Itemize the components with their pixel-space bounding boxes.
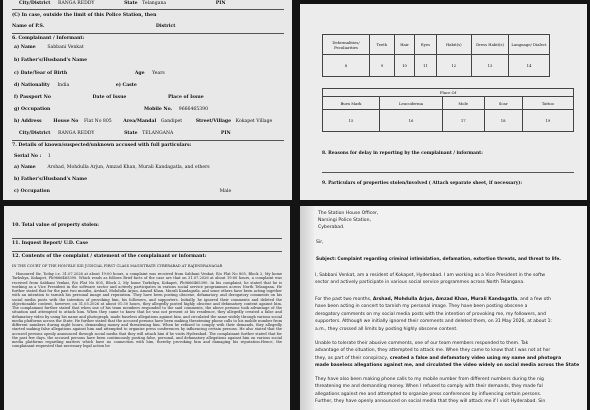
letter-paragraph-1: I, Sabbani Venkat, am a resident of Kokapet, Hyderabad. I am working as a Vice President in the softw sector and actively participate in various social service programmes across North Telangana.	[315, 273, 546, 286]
occupation-row: g) Occupation Mobile No. 9666465390	[14, 107, 208, 112]
table2-header: Scar	[484, 97, 522, 110]
table2-cell: 16	[380, 110, 443, 132]
salutation: Sir,	[316, 240, 324, 245]
table1-header: Dress Habit(s)	[472, 35, 509, 55]
accused-occupation-row: c) Occupation Male	[14, 189, 232, 194]
name-ps-row: Name of P.S. District	[12, 24, 176, 29]
table2-cell: 19	[522, 110, 573, 132]
city-row: City/District RANGA REDDY State Telangana PIN	[19, 1, 226, 6]
table1-header: Eyes	[415, 35, 436, 55]
section-6-title: 6. Complainant / Informant:	[12, 36, 85, 41]
accused-name-row: a) Name Arshad, Mohdulla Arjun, Amzad Khan, Murali Kandagatla, and others	[14, 165, 210, 170]
table1-header: Habit(s)	[436, 35, 471, 55]
table2-cell: 15	[323, 110, 380, 132]
section-9-title: 9. Particulars of properties stolen/involved ( Attach separate sheet, if necessary):	[322, 181, 522, 186]
complainant-name-row: a) Name Sabbani Venkat	[14, 45, 84, 50]
table2-header: Tattoo	[522, 97, 573, 110]
address-row: h) Address House No Flat No 805 Area/Mandal Gandipet Street/Village Kokapet Village	[14, 119, 273, 124]
accused-father-row: b) Father's/Husband's Name	[14, 177, 88, 182]
fir-page-2	[300, 4, 587, 200]
fir-page-3	[4, 206, 290, 410]
table1-cell: 11	[415, 55, 436, 77]
section-8-title: 8. Reasons for delay in reporting by the complainant / informant:	[322, 151, 483, 156]
table1-cell: 12	[436, 55, 471, 77]
table1-cell: 14	[509, 55, 550, 77]
section-7-title: 7. Details of known/suspected/unknown accused with full particulars:	[12, 143, 192, 148]
dob-row: c) Date/Year of Birth Age Years	[14, 71, 165, 76]
letter-paragraph-4: They have also been making phone calls to my mobile number from different numbers during the nig threatening me and demanding money. When I refused to comply with their demands, they made fal allegations against me and attempted to organize press conferences by influencing certain persons. Further, they have openly announced on social media that they will attack me if I visit Hyderabad. Sin	[315, 377, 546, 405]
table2-header: Burn Mark	[323, 97, 380, 110]
letter-paragraph-3: Unable to tolerate their abusive comments, one of our team members responded to them. Tak advantage of the situation, they attempted to attack me. When they came to know that I was not at hor they, as part of their conspiracy, created a false and defamatory video using my name and photogra made baseless allegations against me, and circulated the video widely on social media across the State	[315, 341, 580, 369]
section-12-title: 12. Contents of the complaint / statement of the complainant or informant:	[12, 254, 207, 259]
outside-limit-label: (C) In case, outside the limit of this Police Station, then	[12, 13, 157, 18]
letter-paragraph-2: For the past two months, Arshad, Mohdulla Arjun, Amzad Khan, Murali Kandagatla, and a few oth have been acting in concert to tarnish my personal image. They have been posting obscene a derogatory comments on my social media posts with the intention of provoking me, my followers, and supporters. Although we initially ignored their comments and deleted them, on 31 May 2026, at about 1: a.m., they crossed all limits by posting highly obscene content.	[315, 297, 552, 332]
physical-features-table	[322, 34, 550, 77]
table1-header: Deformalities/ Peculiarities	[323, 35, 370, 55]
table2-cell: 18	[484, 110, 522, 132]
identification-marks-table	[322, 88, 574, 132]
table1-header: Language/ Dialect	[509, 35, 550, 55]
city2-row: City/District RANGA REDDY State TELANGANA PIN	[19, 131, 231, 136]
table1-cell: 13	[472, 55, 509, 77]
fir-page-1	[3, 0, 292, 200]
table1-cell: 8	[323, 55, 370, 77]
table1-cell: 9	[370, 55, 395, 77]
complaint-body-text: Honoured Sir, Today i.e. 31.07.2026 at about 19:00 hours, a complaint was received from Sabbani Venkat, R/o Flat No 805, Block 2, My home Tarkshya, Kokapet, Ph9666465390. Which reads as follows Brief facts of the case are that on 31.07.2026 at about 19:00 hours, a complaint was received from Sabbani Venkat, R/o Flat No 805, Block 2, My home Tarkshya, Kokapet, Ph9666465390. In his complaint, he stated that he is working as a Vice President in the software sector and actively participates in various social service programmes across North Telangana. He further stated that for the past two months, Arshad, Mohdulla Arjun, Amzad Khan, Murali Kandagatla, and some others have been acting together with an intention to tarnish his personal image and reputation. They have been posting obscene, defamatory, and derogatory comments on his social media posts with the intention of provoking him, his followers, and supporters. Initially, he ignored their comments and deleted the objectionable content, however, on 31.05.2026 at about 01:30 hours, they allegedly posted highly obscene and defamatory content against him. The complainant further stated that when one of his team members responded to the said comments, the above persons took advantage of the situation and attempted to attack him. When they came to know that he was not present at his residence, they allegedly created a false and defamatory video by using his name and photograph, made baseless allegations against him, and circulated the same widely through various social media platforms across the State. He further stated that the accused persons have been making threatening phone calls to his mobile number from different numbers during night hours, demanding money and threatening him. When he refused to comply with their demands, they allegedly started making false allegations against him and attempted to organize press conferences by influencing certain persons. He also stated that the accused persons openly announced through social media that they will attack him if he visits Hyderabad. The complainant further stated that for the past few days, the accused persons have been continuously posting false, personal, and defamatory allegations against him on various social media platforms regarding matters which have no connection with him, thereby provoking him and damaging his reputation.Hence, the complainant requested that necessary legal action be	[12, 272, 282, 349]
section-10-title: 10. Total value of property stolen:	[12, 223, 99, 228]
table1-header: Hair	[394, 35, 414, 55]
to-line-2: Narsingi Police Station,	[318, 218, 371, 223]
father-name-row: b) Father's/Husband's Name	[14, 58, 88, 63]
letter-subject: Subject: Complaint regarding criminal intimidation, defamation, extortion threats, and threat to life.	[316, 257, 561, 262]
table1-cell: 10	[394, 55, 414, 77]
complaint-letter-page	[300, 206, 587, 410]
nationality-row: d) Nationality India e) Caste	[14, 83, 137, 88]
table2-cell: 17	[443, 110, 485, 132]
passport-row: f) Passport No Date of Issue Place of Issue	[14, 95, 204, 100]
table2-header: Leucoderma	[380, 97, 443, 110]
serial-row: Serial No : 1	[14, 154, 51, 159]
place-of-header: Place Of	[323, 89, 574, 97]
to-line-1: The Station House Officer,	[318, 211, 379, 216]
to-line-3: Cyberabad.	[318, 225, 345, 230]
complaint-court-heading: IN THE COURT OF THE HON'BLE XIII JUDICIAL FIRST CLASS MAGISTRATE CYBERABAD AT RAJENDRANAGAR	[12, 264, 223, 268]
section-11-title: 11. Inquest Report/ U.D. Case	[12, 241, 89, 246]
table1-header: Teeth	[370, 35, 395, 55]
table2-header: Mole	[443, 97, 485, 110]
